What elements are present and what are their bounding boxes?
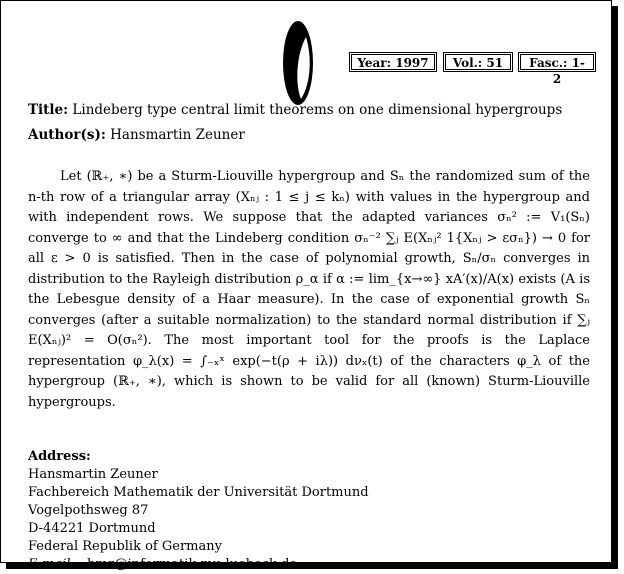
address-line: Hansmartin Zeuner (28, 467, 158, 482)
author-label: Author(s): (28, 127, 106, 143)
abstract-paragraph: Let (ℝ₊, ∗) be a Sturm-Liouville hypergroup and Sₙ the randomized sum of the n-th row of a triangular array (Xₙⱼ : 1 ≤ j ≤ kₙ) with values in the hypergroup and with independent rows. We suppose that the adapted variances σₙ² := V₁(Sₙ) converge to ∞ and that the Lindeberg condition σₙ⁻² ∑ⱼ E(Xₙⱼ² 1{Xₙⱼ > εσₙ}) → 0 for all ε > 0 is satisfied. Then in the case of polynomial growth, Sₙ/σₙ converges in distribution to the Rayleigh distribution ρ_α if α := lim_{x→∞} xA′(x)/A(x) exists (A is the Lebesgue density of a Haar measure). In the case of exponential growth Sₙ converges (after a suitable normalization) to the standard normal distribution if ∑ⱼ E(Xₙⱼ)² = O(σₙ²). The most important tool for the proofs is the Laplace representation φ_λ(x) = ∫₋ₓˣ exp(−t(ρ + iλ)) dνₓ(t) of the characters φ_λ of the hypergroup (ℝ₊, ∗), which is shown to be valid for all (known) Sturm-Liouville hypergroups. (28, 169, 590, 410)
address-line: D-44221 Dortmund (28, 521, 156, 536)
email-line (28, 556, 369, 574)
title-label: Title: (28, 102, 69, 118)
fascicle-badge: Fasc.: 1-2 (520, 54, 594, 70)
address-line: Fachbereich Mathematik der Universität Dortmund (28, 485, 369, 500)
address-heading: Address: (28, 449, 91, 464)
abstract-body (28, 167, 590, 413)
author-name: Hansmartin Zeuner (110, 127, 245, 143)
volume-badge: Vol.: 51 (445, 54, 511, 70)
year-badge: Year: 1997 (351, 54, 435, 70)
address-line: Vogelpothsweg 87 (28, 503, 149, 518)
page-shadow-right (612, 6, 618, 569)
journal-logo (281, 19, 315, 107)
address-line: Federal Republik of Germany (28, 539, 222, 554)
paper-title: Lindeberg type central limit theorems on one dimensional hypergroups (72, 102, 563, 118)
email-address[interactable]: hmz@informatik.mu-luebeck.de (87, 557, 298, 572)
email-label: E-mail: (28, 557, 75, 572)
address-block (28, 448, 369, 574)
author-line (28, 127, 245, 143)
title-line (28, 102, 562, 118)
